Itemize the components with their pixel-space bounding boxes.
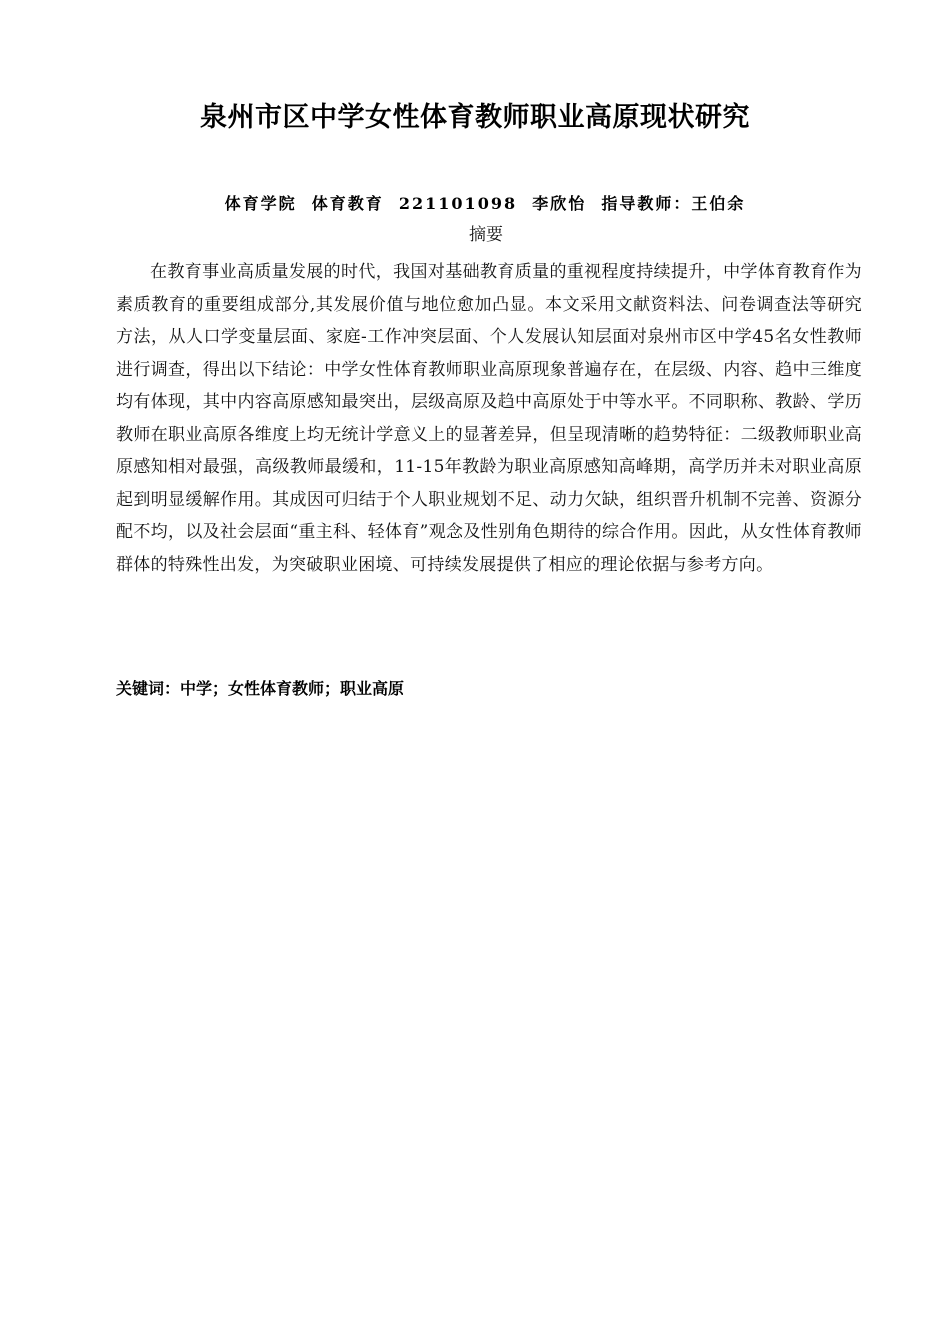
paper-title: 泉州市区中学女性体育教师职业高原现状研究	[200, 102, 750, 133]
abstract-paragraph: 在教育事业高质量发展的时代，我国对基础教育质量的重视程度持续提升，中学体育教育作为素质教育的重要组成部分,其发展价值与地位愈加凸显。本文采用文献资料法、问卷调查法等研究方法，从人口学变量层面、家庭-工作冲突层面、个人发展认知层面对泉州市区中学45名女性教师进行调查，得出以下结论：中学女性体育教师职业高原现象普遍存在，在层级、内容、趋中三维度均有体现，其中内容高原感知最突出，层级高原及趋中高原处于中等水平。不同职称、教龄、学历教师在职业高原各维度上均无统计学意义上的显著差异，但呈现清晰的趋势特征：二级教师职业高原感知相对最强，高级教师最缓和，11-15年教龄为职业高原感知高峰期，高学历并未对职业高原起到明显缓解作用。其成因可归结于个人职业规划不足、动力欠缺，组织晋升机制不完善、资源分配不均，以及社会层面“重主科、轻体育”观念及性别角色期待的综合作用。因此，从女性体育教师群体的特殊性出发，为突破职业困境、可持续发展提供了相应的理论依据与参考方向。	[116, 262, 862, 575]
author-info-line: 体育学院 体育教育 221101098 李欣怡 指导教师：王伯余	[224, 194, 746, 213]
keywords-line: 关键词：中学；女性体育教师；职业高原	[116, 679, 405, 698]
abstract-heading: 摘要	[469, 225, 503, 245]
